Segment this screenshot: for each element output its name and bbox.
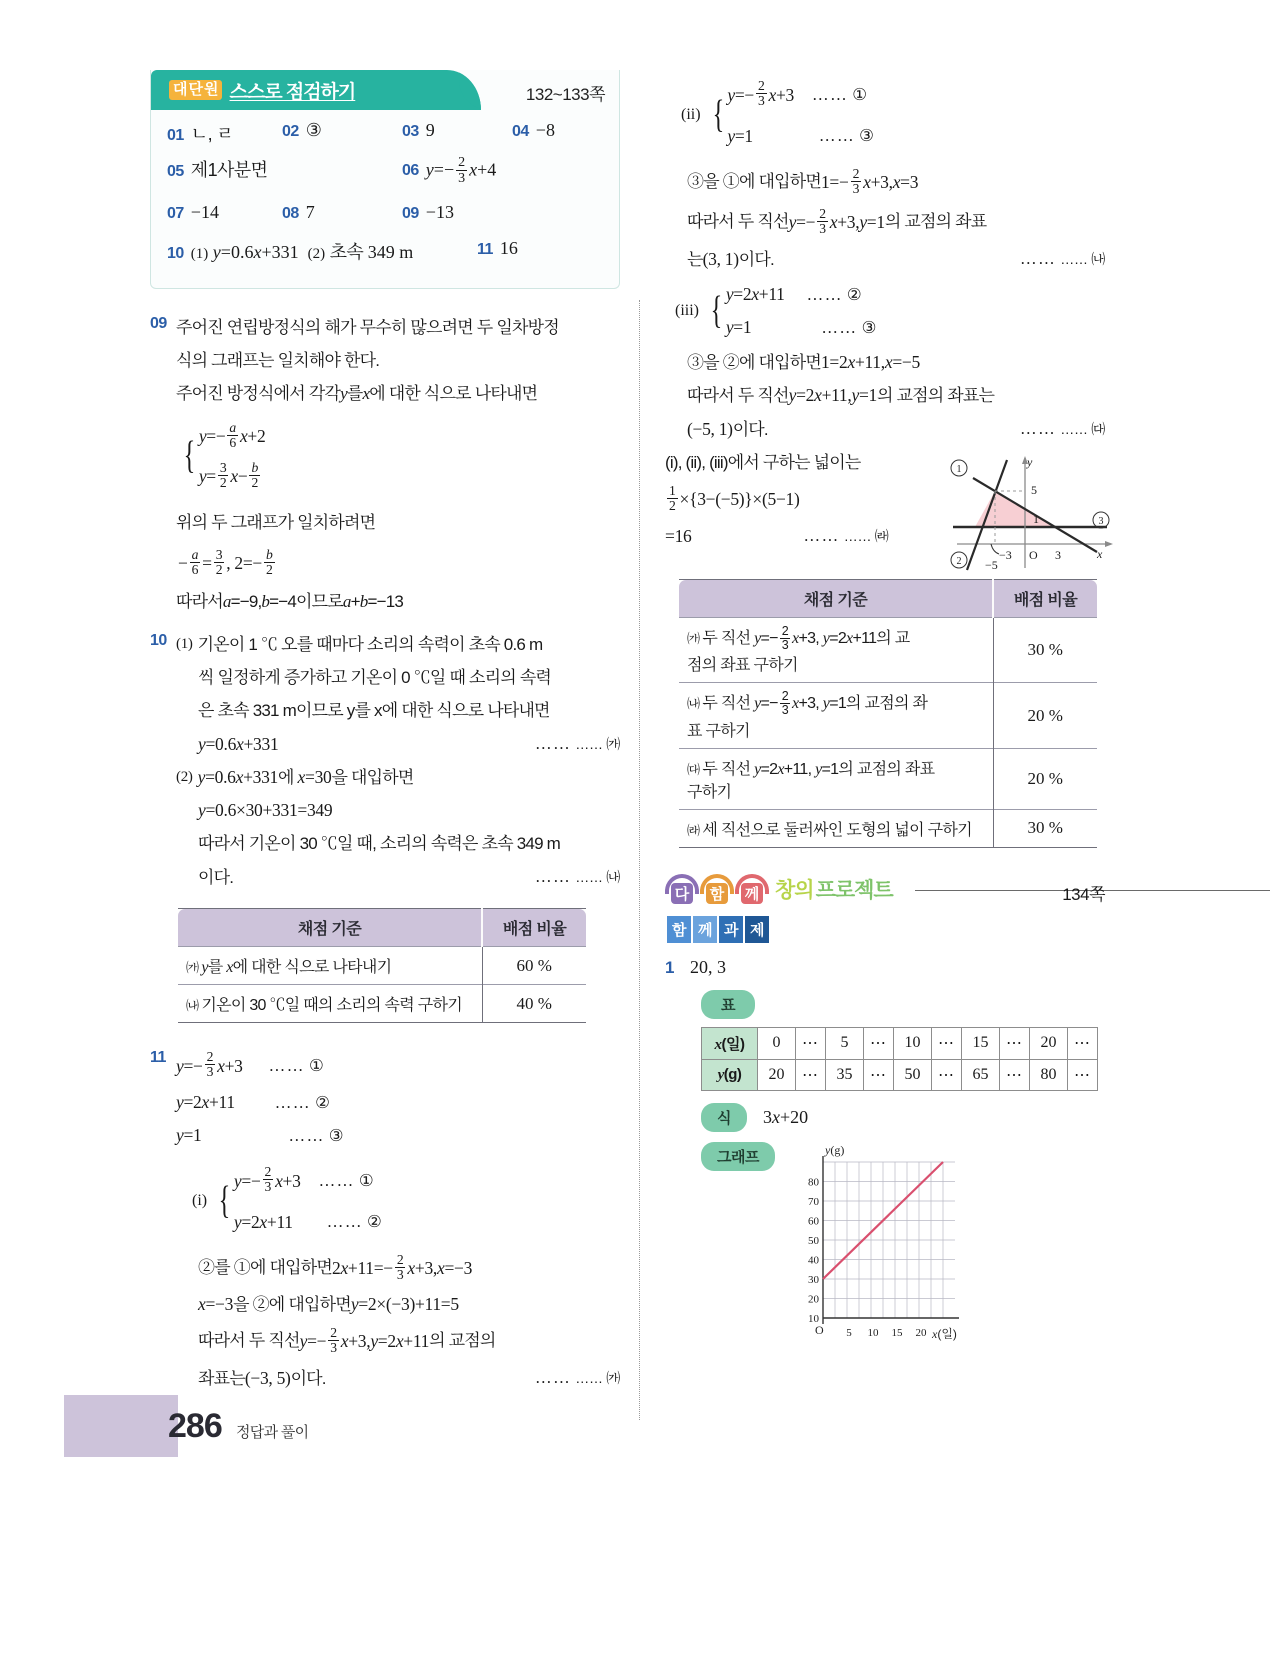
svg-text:80: 80 <box>807 1176 819 1189</box>
project-equation: 3x+20 <box>763 1106 809 1127</box>
chart-y-tick-labels <box>808 1176 820 1325</box>
solution-11 <box>150 1045 620 1395</box>
equation: y =2 x +11 …… ② <box>233 1211 382 1232</box>
leader-line <box>991 544 999 554</box>
project-item-1 <box>665 957 1105 978</box>
cell: ⋯ <box>1000 1027 1030 1059</box>
cell: ⋯ <box>864 1059 894 1090</box>
answer-summary-box <box>150 70 620 289</box>
answer-entry-06: 06 y=− $\frac{2}{3}$ x+4 <box>402 154 497 187</box>
line-chart <box>789 1142 989 1357</box>
cell: 10 <box>894 1027 932 1059</box>
project-section <box>665 874 1105 1357</box>
answer-entry-05: 05 제1사분면 <box>167 160 268 180</box>
criterion-cell: ㈏ 기온이 30 ℃일 때의 소리의 속력 구하기 <box>178 985 482 1023</box>
answer-entry-09: 09 −13 <box>402 202 454 222</box>
project-graph-row <box>701 1142 1105 1357</box>
answer-box-title: 스스로 점검하기 <box>229 81 356 103</box>
criterion-cell: ㈎ y를 x에 대한 식으로 나타내기 <box>178 947 482 985</box>
equation: y =2 x +11 …… ② <box>725 284 862 304</box>
grading-table-11 <box>679 579 1097 848</box>
chart-x-axis-label: x(일) <box>931 1326 957 1341</box>
solution-number: 11 <box>150 1049 166 1066</box>
case-ii <box>665 74 1105 276</box>
row-header-x: x(일) <box>702 1027 758 1059</box>
cell: 15 <box>962 1027 1000 1059</box>
table-row <box>679 683 1097 748</box>
table-row <box>178 947 586 985</box>
tick-label-1: 1 <box>1033 512 1039 526</box>
ratio-cell: 40 % <box>482 985 586 1023</box>
svg-text:20: 20 <box>915 1326 927 1339</box>
cell: ⋯ <box>796 1059 826 1090</box>
task-chips: 함 께 과 제 <box>667 916 1105 943</box>
chart-grid <box>823 1162 955 1318</box>
answer-entry-10: 10 (1) y=0.6x+331 (2) 초속 349 m <box>167 238 477 264</box>
pill-graph-label: 그래프 <box>701 1142 775 1171</box>
y-axis-label: y <box>1027 455 1033 469</box>
answer-entry-08: 08 7 <box>282 202 315 222</box>
equation: y =0.6×30+331=349 <box>198 800 333 820</box>
svg-text:30: 30 <box>807 1273 819 1286</box>
svg-text:60: 60 <box>807 1215 819 1228</box>
column-divider <box>639 300 640 1420</box>
solution-line: 이다. …… …… ㈏ <box>198 867 620 887</box>
equation: y = $\frac{3}{2}$ x − $\frac{b}{2}$ <box>198 459 258 490</box>
item-number: 1 <box>665 957 674 977</box>
ratio-cell: 30 % <box>993 809 1097 847</box>
table-row <box>178 985 586 1023</box>
triangle-svg <box>945 432 1115 572</box>
rainbow-char-3: 께 <box>735 874 769 904</box>
answer-row <box>167 238 603 268</box>
left-column <box>150 70 620 1397</box>
cell: ⋯ <box>1000 1059 1030 1090</box>
svg-text:10: 10 <box>867 1326 879 1339</box>
solution-line: 따라서 두 직선 y =− $\frac{2}{3}$ x +3, y =1 의 교점의 좌표 <box>687 205 987 236</box>
svg-text:50: 50 <box>807 1234 819 1247</box>
criterion-cell: ㈑ 세 직선으로 둘러싸인 도형의 넓이 구하기 <box>679 809 993 847</box>
triangle-figure <box>945 432 1105 572</box>
chart-svg <box>789 1142 989 1357</box>
solution-line: 좌표는 (−3, 5) 이다. …… …… ㈎ <box>198 1367 620 1388</box>
cell: ⋯ <box>1068 1027 1098 1059</box>
chart-origin-label: O <box>814 1322 824 1337</box>
svg-text:20: 20 <box>807 1293 819 1306</box>
svg-text:15: 15 <box>891 1326 903 1339</box>
ratio-cell: 20 % <box>993 683 1097 748</box>
footer-color-band <box>64 1395 178 1457</box>
tick-label-neg5: −5 <box>985 558 998 572</box>
table-header-row <box>679 580 1097 618</box>
solution-line: 주어진 방정식에서 각각 y 를 x 에 대한 식으로 나타내면 <box>176 384 538 403</box>
solution-line: ②를 ①에 대입하면 2 x +11=− $\frac{2}{3}$ x +3, x =−3 <box>198 1251 473 1282</box>
page-footer <box>64 1395 364 1457</box>
cell: 80 <box>1030 1059 1068 1090</box>
answer-10-expression: (1) y=0.6x+331 (2) 초속 349 m <box>190 242 414 262</box>
x-axis-label: x <box>1097 547 1103 561</box>
solution-line: 씩 일정하게 증가하고 기온이 0 ℃일 때 소리의 속력 <box>198 668 552 687</box>
solution-line: (−5, 1) 이다. …… …… ㈐ <box>687 418 1105 439</box>
solution-line: ③을 ①에 대입하면 1=− $\frac{2}{3}$ x +3, x =3 <box>687 165 919 196</box>
equation-area: $\frac{1}{2}$ ×{3−(−5)}×(5−1) <box>669 482 800 513</box>
cell: 35 <box>826 1059 864 1090</box>
equation-1: y =− $\frac{2}{3}$ x +3 …… ① <box>176 1049 324 1080</box>
case-i <box>192 1160 620 1242</box>
column-header-criterion: 채점 기준 <box>178 909 482 947</box>
tick-label-5: 5 <box>1031 483 1037 497</box>
answer-entry-04: 04 −8 <box>512 120 555 140</box>
case-label: (ii) <box>681 106 701 123</box>
solution-line: 은 초속 331 m이므로 y를 x에 대한 식으로 나타내면 <box>198 701 550 720</box>
answer-entry-02: 02 ③ <box>282 120 322 140</box>
cell: ⋯ <box>1068 1059 1098 1090</box>
answer-entry-11: 11 16 <box>477 238 518 258</box>
right-column <box>665 70 1105 1357</box>
case-label: (i) <box>192 1192 208 1209</box>
equation: y =1 …… ③ <box>725 317 877 337</box>
equation: y =− $\frac{2}{3}$ x +3 …… ① <box>727 78 867 109</box>
column-header-criterion: 채점 기준 <box>679 580 993 618</box>
column-header-ratio: 배점 비율 <box>482 909 586 947</box>
grading-table-10 <box>178 908 586 1023</box>
callout-2-text: 2 <box>956 556 962 567</box>
criterion-cell: ㈎ 두 직선 y=− $\frac{2}{3}$ x+3, y=2x+11의 교 점의 좌표 구하기 <box>679 618 993 683</box>
solution-line: 따라서 두 직선 y =− $\frac{2}{3}$ x +3, y =2 x +11 의 교점의 <box>198 1324 496 1355</box>
solution-line: (1) 기온이 1 ℃ 오를 때마다 소리의 속력이 초속 0.6 m <box>176 635 543 654</box>
table-row <box>702 1027 1098 1059</box>
solution-line: (2) y=0.6x+331에 x=30을 대입하면 <box>176 767 414 787</box>
system-of-equations-09 <box>180 416 620 496</box>
callout-1-text: 1 <box>956 464 962 475</box>
answer-row <box>167 120 603 150</box>
left-brace: { <box>712 92 724 136</box>
callout-3-text: 3 <box>1098 516 1104 527</box>
item-answer: 20, 3 <box>689 956 726 977</box>
equation: y =1 …… ③ <box>727 125 874 146</box>
cell: ⋯ <box>932 1027 962 1059</box>
ratio-cell: 60 % <box>482 947 586 985</box>
svg-text:70: 70 <box>807 1195 819 1208</box>
solution-09 <box>150 311 620 618</box>
solution-line: 위의 두 그래프가 일치하려면 <box>176 513 376 532</box>
tick-label-neg3: −3 <box>999 548 1012 562</box>
solution-line: =16 …… …… ㈑ <box>665 525 889 546</box>
column-header-ratio: 배점 비율 <box>993 580 1097 618</box>
solution-10 <box>150 628 620 1023</box>
table-row <box>702 1059 1098 1090</box>
footer-label: 정답과 풀이 <box>236 1424 309 1441</box>
solution-line: 따라서 두 직선 y =2 x +11, y =1 의 교점의 좌표는 <box>687 385 995 405</box>
equation-3: y =1 …… ③ <box>176 1125 344 1145</box>
rainbow-char-1: 다 <box>665 874 699 904</box>
origin-label: O <box>1029 548 1038 562</box>
cell: 5 <box>826 1027 864 1059</box>
ratio-cell: 30 % <box>993 618 1097 683</box>
project-equation-row <box>701 1103 1105 1132</box>
criterion-cell: ㈐ 두 직선 y=2x+11, y=1의 교점의 좌표 구하기 <box>679 748 993 809</box>
equation: y =− $\frac{2}{3}$ x +3 …… ① <box>233 1164 374 1195</box>
shaded-region <box>975 491 1055 527</box>
criterion-cell: ㈏ 두 직선 y=− $\frac{2}{3}$ x+3, y=1의 교점의 좌 표 구하기 <box>679 683 993 748</box>
project-page-ref: 134쪽 <box>1062 884 1105 904</box>
answer-entry-07: 07 −14 <box>167 202 219 222</box>
equation: y=0.6x+331 <box>198 733 279 754</box>
cell: ⋯ <box>864 1027 894 1059</box>
cell: ⋯ <box>796 1027 826 1059</box>
table-header-row <box>178 909 586 947</box>
unit-badge: 대 단 원 <box>169 80 222 100</box>
equation: y =− $\frac{a}{6}$ x +2 <box>198 419 266 450</box>
cell: 0 <box>758 1027 796 1059</box>
project-data-table <box>701 1027 1098 1091</box>
left-brace: { <box>218 1178 231 1222</box>
case-iii <box>665 278 1105 446</box>
cell: ⋯ <box>932 1059 962 1090</box>
cell: 50 <box>894 1059 932 1090</box>
project-logo <box>665 874 1105 904</box>
answer-06-expression: y=− $\frac{2}{3}$ x+4 <box>425 154 497 187</box>
solution-line: 따라서 기온이 30 ℃일 때, 소리의 속력은 초속 349 m <box>198 834 561 853</box>
table-row <box>679 809 1097 847</box>
row-header-y: y(g) <box>702 1059 758 1090</box>
answer-row <box>167 202 603 232</box>
project-title: 창의 프로젝트 <box>775 878 893 902</box>
solution-line: ③을 ②에 대입하면 1=2 x +11, x =−5 <box>687 352 920 372</box>
answer-entry-01: 01 ㄴ, ㄹ <box>167 124 234 144</box>
chart-x-tick-labels <box>846 1327 927 1339</box>
tick-label-3: 3 <box>1055 548 1061 562</box>
solution-line: 주어진 연립방정식의 해가 무수히 많으려면 두 일차방정 <box>176 318 559 337</box>
solution-number: 10 <box>150 632 167 649</box>
page-number: 286 <box>168 1407 222 1445</box>
x-axis-arrow <box>1105 541 1113 547</box>
pill-equation-label: 식 <box>701 1103 747 1132</box>
ratio-cell: 20 % <box>993 748 1097 809</box>
left-brace: { <box>710 288 723 332</box>
answer-list <box>151 110 619 278</box>
rainbow-char-2: 함 <box>700 874 734 904</box>
cell: 20 <box>1030 1027 1068 1059</box>
svg-text:40: 40 <box>807 1254 819 1267</box>
table-row <box>679 618 1097 683</box>
svg-text:5: 5 <box>846 1326 852 1339</box>
equation-2: y =2 x +11 …… ② <box>176 1092 330 1112</box>
solution-number: 09 <box>150 315 167 332</box>
left-brace: { <box>183 433 196 477</box>
equation-condition: − $\frac{a}{6}$ = $\frac{3}{2}$ , 2=− $\frac{b}{2}$ <box>178 546 273 577</box>
solution-line: 는 (3, 1) 이다. …… …… ㈏ <box>687 248 1105 269</box>
solution-line: (i), (ii), (iii)에서 구하는 넓이는 <box>665 453 861 472</box>
chart-y-axis-label: y(g) <box>824 1142 845 1157</box>
answer-box-header <box>151 70 481 110</box>
answer-row <box>167 156 603 196</box>
cell: 20 <box>758 1059 796 1090</box>
solution-line: y=0.6x+331 …… …… ㈎ <box>176 727 620 761</box>
svg-text:10: 10 <box>807 1312 819 1325</box>
pill-table-label: 표 <box>701 990 755 1019</box>
cell: 65 <box>962 1059 1000 1090</box>
solution-line: x =−3 을 ②에 대입하면 y =2×(−3)+11=5 <box>198 1294 459 1314</box>
case-label: (iii) <box>675 302 699 319</box>
table-row <box>679 748 1097 809</box>
solution-line: 식의 그래프는 일치해야 한다. <box>176 351 380 370</box>
answer-box-page-range: 132~133쪽 <box>525 85 605 104</box>
answer-entry-03: 03 9 <box>402 120 435 140</box>
solution-line: 따라서 a =−9, b =−4이므로 a + b =−13 <box>176 592 404 611</box>
